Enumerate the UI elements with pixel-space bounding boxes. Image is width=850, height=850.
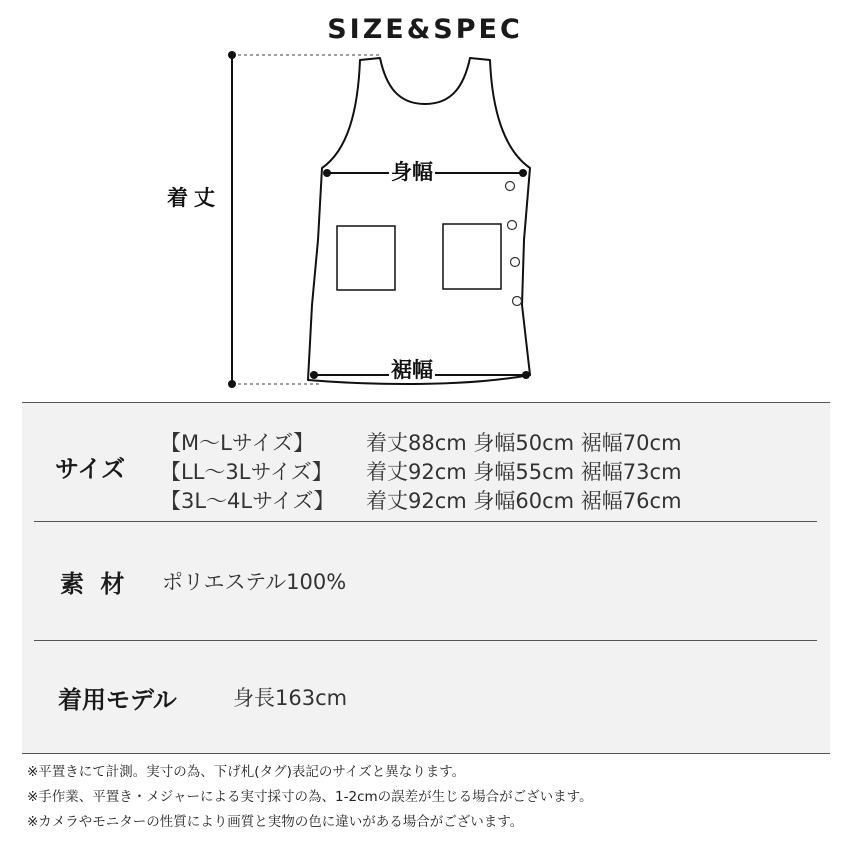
footnote: ※手作業、平置き・メジャーによる実寸採寸の為、1-2cmの誤差が生じる場合がございます。	[27, 789, 593, 805]
snap-button	[513, 297, 522, 306]
apron-outline	[308, 58, 530, 384]
hem-width-left-dot	[310, 371, 318, 379]
apron-diagram	[0, 0, 850, 400]
snap-button	[506, 182, 515, 191]
body-width-label: 身幅	[391, 160, 433, 184]
row-divider	[34, 640, 817, 641]
length-bottom-dot	[228, 380, 236, 388]
size-line	[160, 491, 682, 512]
snap-button	[511, 258, 520, 267]
material-value: ポリエステル100%	[162, 570, 347, 594]
model-row-label: 着用モデル	[58, 686, 177, 714]
size-spec: 着丈88cm 身幅50cm 裾幅70cm	[366, 431, 682, 455]
length-top-dot	[228, 51, 236, 59]
page-title: SIZE&SPEC	[327, 14, 523, 45]
size-row-label: サイズ	[55, 455, 126, 483]
snap-button	[508, 221, 517, 230]
size-line	[160, 462, 682, 483]
model-value: 身長163cm	[233, 686, 348, 710]
body-width-left-dot	[323, 169, 331, 177]
size-spec: 着丈92cm 身幅60cm 裾幅76cm	[366, 489, 682, 513]
size-line	[160, 433, 682, 454]
hem-width-right-dot	[522, 371, 530, 379]
row-divider	[34, 521, 817, 522]
body-width-right-dot	[519, 169, 527, 177]
footnote: ※平置きにて計測。実寸の為、下げ札(タグ)表記のサイズと異なります。	[27, 764, 466, 780]
size-name: 【M〜Lサイズ】	[160, 431, 315, 455]
hem-width-label: 裾幅	[391, 358, 433, 382]
size-name: 【LL〜3Lサイズ】	[160, 460, 333, 484]
footnote: ※カメラやモニターの性質により画質と実物の色に違いがある場合がございます。	[27, 814, 524, 830]
size-name: 【3L〜4Lサイズ】	[160, 489, 335, 513]
material-row-label: 素 材	[60, 570, 125, 598]
size-spec: 着丈92cm 身幅55cm 裾幅73cm	[366, 460, 682, 484]
length-label: 着丈	[167, 186, 221, 210]
